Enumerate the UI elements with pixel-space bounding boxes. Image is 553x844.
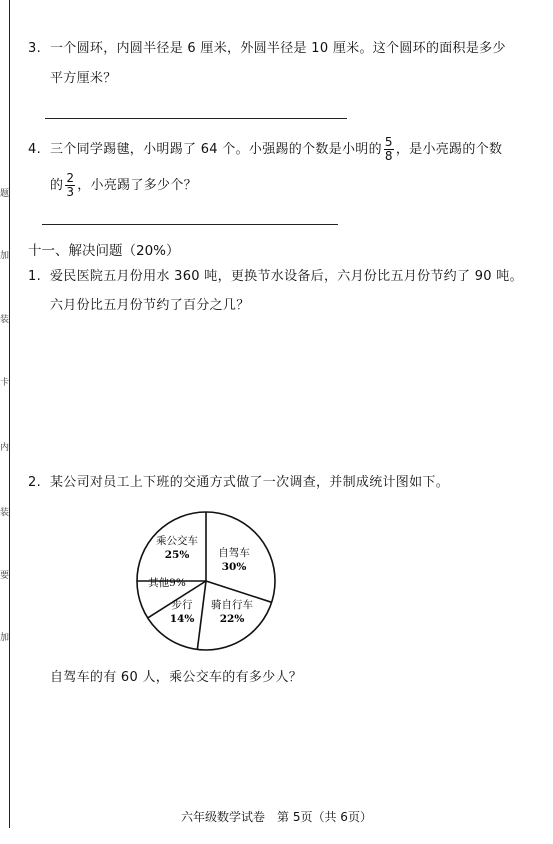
fraction-denominator: 3 xyxy=(66,185,75,199)
margin-mark: 卡 xyxy=(0,378,10,388)
page-footer: 六年级数学试卷 第 5页（共 6页） xyxy=(181,810,372,824)
pie-slice-label: 自驾车 xyxy=(218,547,250,559)
pie-chart xyxy=(126,501,286,661)
margin-mark: 加 xyxy=(0,633,10,643)
fraction-denominator: 8 xyxy=(384,149,393,163)
fraction-numerator: 5 xyxy=(384,135,393,149)
pie-slice-label: 乘公交车 xyxy=(156,535,198,547)
question-3-text-line1: 一个圆环，内圆半径是 6 厘米，外圆半径是 10 厘米。这个圆环的面积是多少 xyxy=(50,41,506,56)
margin-mark: 装 xyxy=(0,315,10,325)
question-4-line1-b: ，是小亮踢的个数 xyxy=(395,142,503,157)
question-4-line2 xyxy=(50,168,197,204)
question-4-line2-a: 的 xyxy=(50,178,64,193)
margin-mark: 要 xyxy=(0,571,10,581)
pie-slice-percent: 14% xyxy=(169,613,195,625)
section-title: 十一、解决问题（20%） xyxy=(28,243,180,259)
problem-2-question: 自驾车的有 60 人，乘公交车的有多少人？ xyxy=(50,670,303,685)
margin-mark: 题 xyxy=(0,189,10,199)
problem-1-line2: 六月份比五月份节约了百分之几？ xyxy=(50,298,250,313)
pie-slice-label: 骑自行车 xyxy=(211,599,253,611)
margin-mark: 加 xyxy=(0,251,10,261)
margin-mark: 装 xyxy=(0,508,10,518)
question-4-line2-b: ，小亮踢了多少个？ xyxy=(77,178,197,193)
pie-slice-label: 步行 xyxy=(171,599,193,611)
binding-line xyxy=(9,0,10,828)
problem-2-line1: 某公司对员工上下班的交通方式做了一次调查，并制成统计图如下。 xyxy=(50,475,450,490)
answer-line-q3 xyxy=(45,118,347,119)
pie-slice-percent: 22% xyxy=(219,613,245,625)
problem-2-number: 2. xyxy=(28,475,42,490)
problem-1-number: 1. xyxy=(28,269,42,284)
question-3-number: 3. xyxy=(28,41,42,56)
answer-line-q4 xyxy=(42,224,338,225)
question-3-text-line2: 平方厘米？ xyxy=(50,71,117,86)
fraction-numerator: 2 xyxy=(66,171,75,185)
fraction-five-eighths xyxy=(384,136,394,163)
problem-1-line1: 爱民医院五月份用水 360 吨，更换节水设备后，六月份比五月份节约了 90 吨。 xyxy=(50,269,523,284)
fraction-two-thirds xyxy=(65,172,75,199)
question-4-line1-a: 三个同学踢毽，小明踢了 64 个。小强踢的个数是小明的 xyxy=(50,142,382,157)
question-4-line1 xyxy=(50,132,502,168)
margin-mark: 内 xyxy=(0,443,10,453)
pie-slice-percent: 30% xyxy=(221,561,247,573)
question-4-number: 4. xyxy=(28,142,42,157)
pie-slice-label: 其他9% xyxy=(148,577,186,589)
pie-slice-percent: 25% xyxy=(164,549,190,561)
